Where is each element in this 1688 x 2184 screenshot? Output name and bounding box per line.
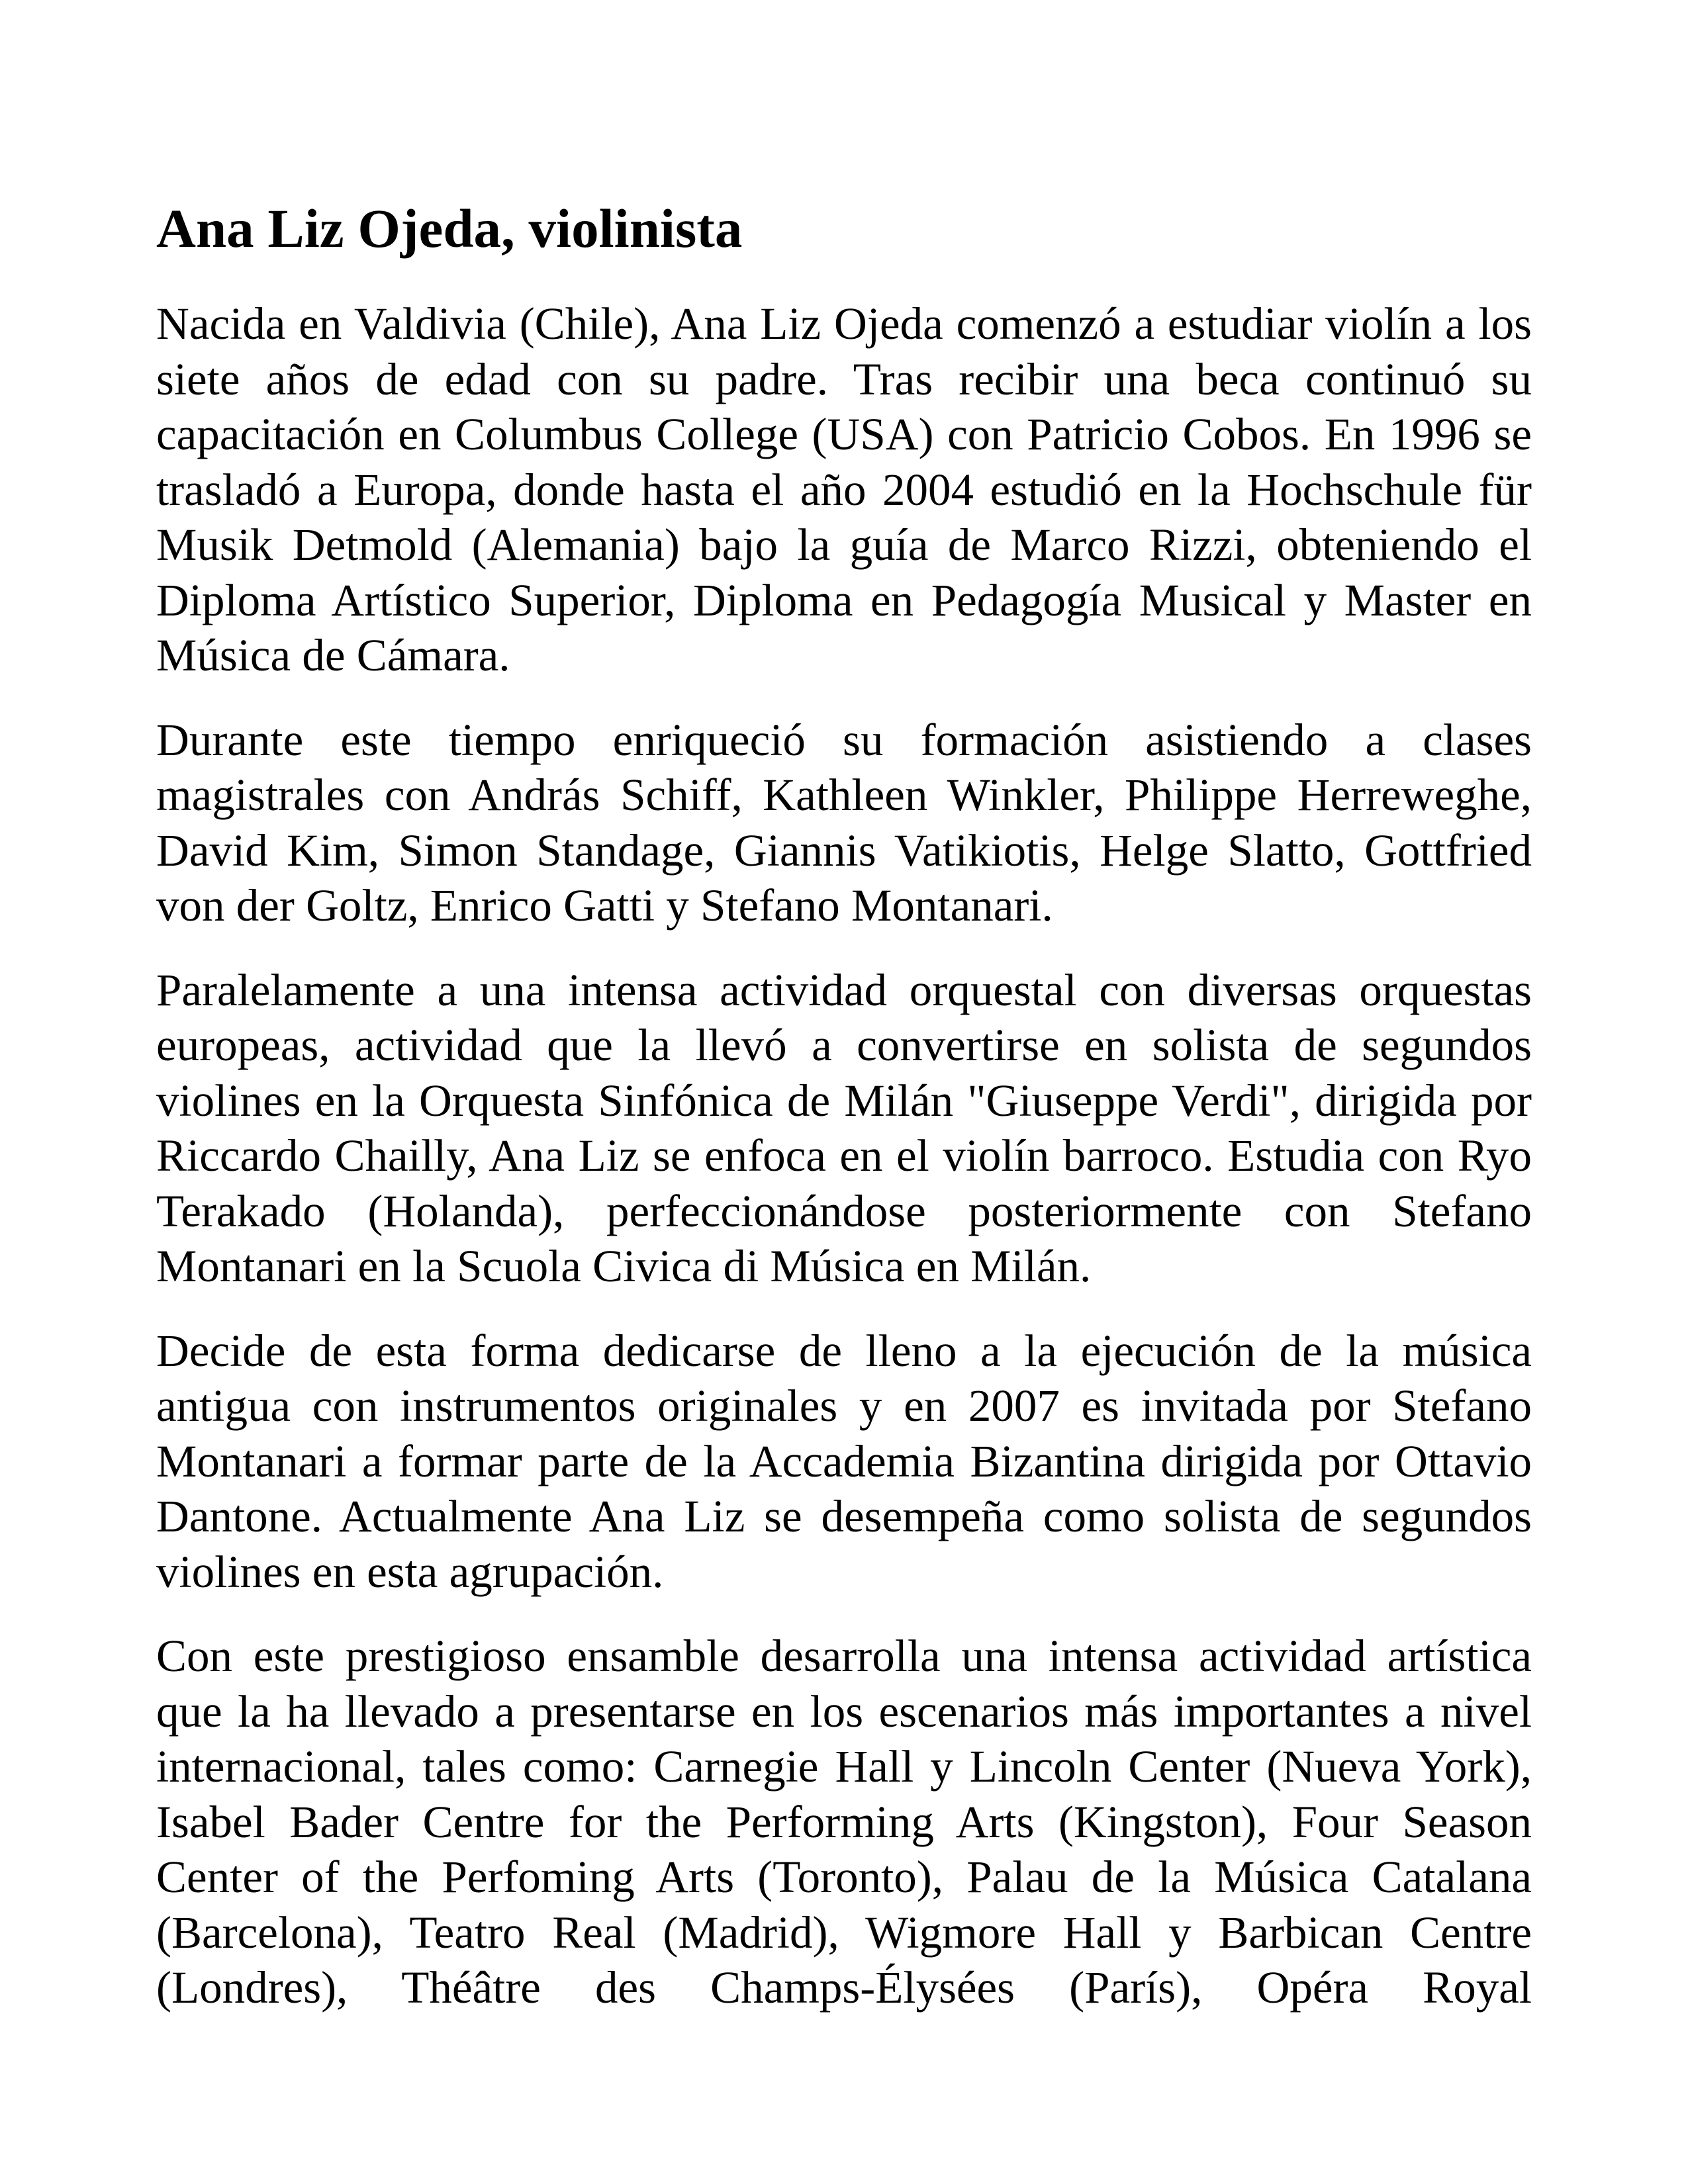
paragraph-early-music: Decide de esta forma dedicarse de lleno a la ejecución de la música antigua con instrumentos originales y en 2007 es invitada por Stefano Montanari a formar parte de la Accademia Bizantina dirigida por Ottavio Dantone. Actualmente Ana Liz se desempeña como solista de segundos violines en esta agrupación. (156, 1325, 1532, 1597)
document-title: Ana Liz Ojeda, violinista (156, 198, 743, 259)
paragraph-orchestral-career: Paralelamente a una intensa actividad orquestal con diversas orquestas europeas, actividad que la llevó a convertirse en solista de segundos violines en la Orquesta Sinfónica de Milán "Giuseppe Verdi", dirigida por Riccardo Chailly, Ana Liz se enfoca en el violín barroco. Estudia con Ryo Terakado (Holanda), perfeccionándose posteriormente con Stefano Montanari en la Scuola Civica di Música en Milán. (156, 964, 1532, 1291)
paragraph-international-venues: Con este prestigioso ensamble desarrolla una intensa actividad artística que la ha llevado a presentarse en los escenarios más importantes a nivel internacional, tales como: Carnegie Hall y Lincoln Center (Nueva York), Isabel Bader Centre for the Performing Arts (Kingston), Four Season Center of the Perfoming Arts (Toronto), Palau de la Música Catalana (Barcelona), Teatro Real (Madrid), Wigmore Hall y Barbican Centre (Londres), Théâtre des Champs-Élysées (París), Opéra Royal (156, 1631, 1532, 2013)
document-page (156, 192, 1532, 2016)
paragraph-masterclasses: Durante este tiempo enriqueció su formación asistiendo a clases magistrales con András Schiff, Kathleen Winkler, Philippe Herreweghe, David Kim, Simon Standage, Giannis Vatikiotis, Helge Slatto, Gottfried von der Goltz, Enrico Gatti y Stefano Montanari. (156, 714, 1532, 931)
paragraph-early-training: Nacida en Valdivia (Chile), Ana Liz Ojeda comenzó a estudiar violín a los siete años de edad con su padre. Tras recibir una beca continuó su capacitación en Columbus College (USA) con Patricio Cobos. En 1996 se trasladó a Europa, donde hasta el año 2004 estudió en la Hochschule für Musik Detmold (Alemania) bajo la guía de Marco Rizzi, obteniendo el Diploma Artístico Superior, Diploma en Pedagogía Musical y Master en Música de Cámara. (156, 298, 1532, 680)
